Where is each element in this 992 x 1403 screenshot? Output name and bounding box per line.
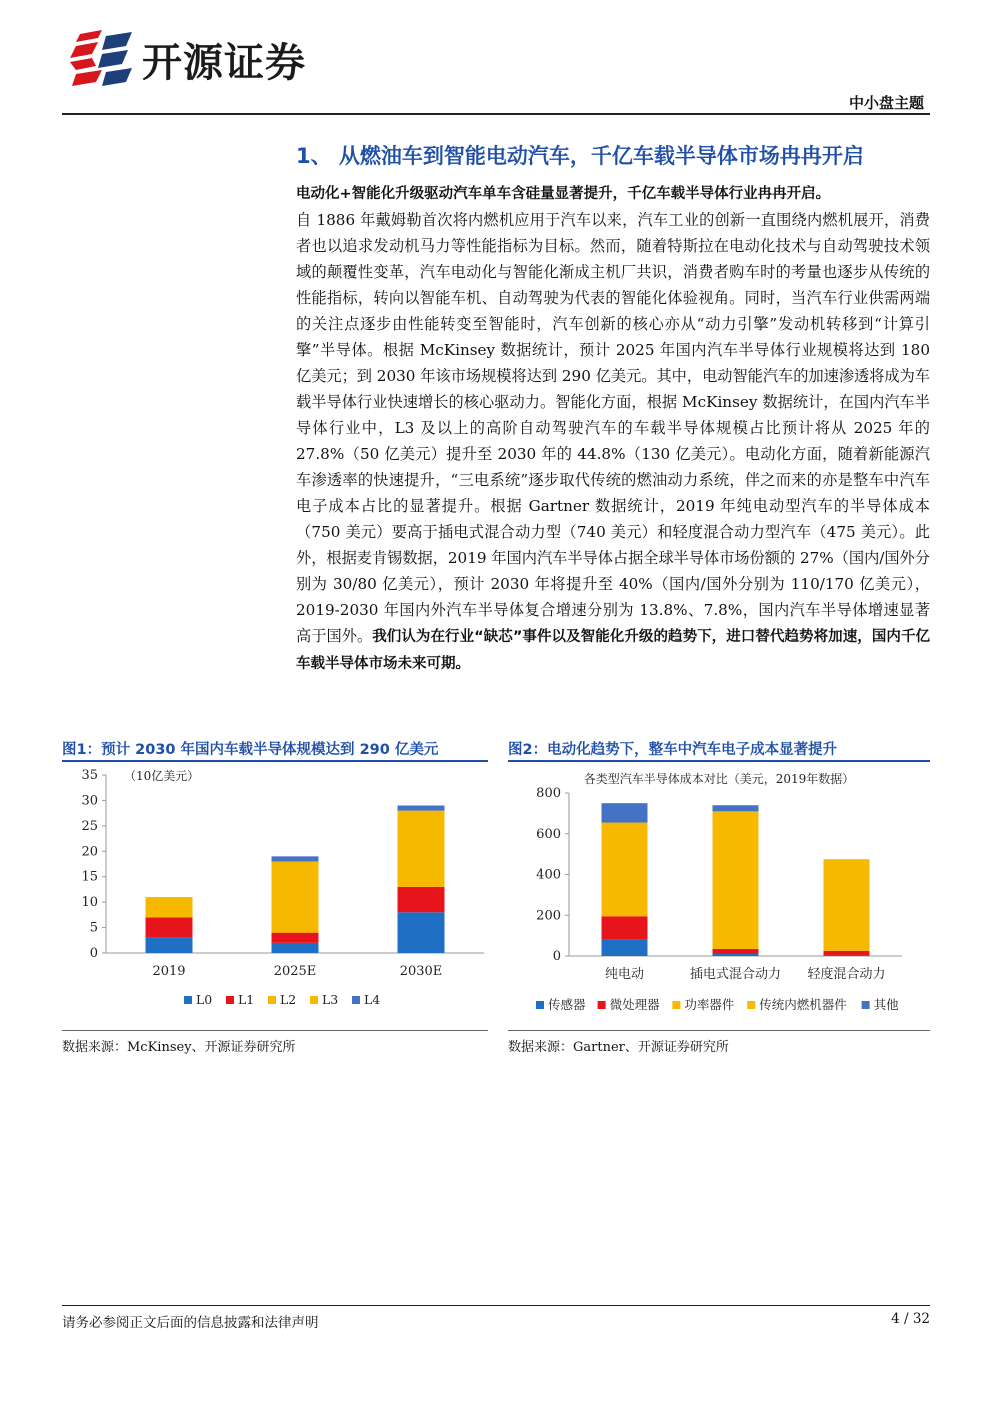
fig1-legend-swatch	[184, 996, 192, 1004]
lead-bold-text: 电动化+智能化升级驱动汽车单车含硅量显著提升，千亿车载半导体行业冉冉开启。	[296, 186, 831, 202]
fig1-legend-swatch	[268, 996, 276, 1004]
fig2-legend-swatch	[536, 1001, 544, 1009]
fig2-bar-功率器件	[602, 823, 648, 917]
fig2-category-label: 插电式混合动力	[689, 967, 782, 982]
fig1-bar-L4	[272, 856, 319, 861]
fig2-bar-其他	[713, 805, 759, 811]
fig1-category-label: 2025E	[273, 964, 317, 979]
fig1-legend-swatch	[310, 996, 318, 1004]
figure2-source: 数据来源：Gartner、开源证券研究所	[508, 1040, 729, 1055]
fig1-category-label: 2030E	[399, 964, 443, 979]
fig2-legend-swatch	[747, 1001, 755, 1009]
fig2-legend-label: 功率器件	[684, 997, 735, 1012]
fig1-legend-label: L3	[322, 992, 339, 1007]
fig1-bar-L2	[272, 861, 319, 932]
fig2-category-label: 轻度混合动力	[807, 967, 886, 982]
body-text: 自 1886 年戴姆勒首次将内燃机应用于汽车以来，汽车工业的创新一直围绕内燃机展开，消费者也以追求发动机马力等性能指标为目标。然而，随着特斯拉在电动化技术与自动驾驶技术领域的颠覆性变革，汽车电动化与智能化渐成主机厂共识，消费者购车时的考量也逐步从传统的性能指标，转向以智能车机、自动驾驶为代表的智能化体验视角。同时，当汽车行业供需两端的关注点逐步由性能转变至智能时，汽车创新的核心亦从“动力引擎”发动机转移到“计算引擎”半导体。根据 McKinsey 数据统计，预计 2025 年国内汽车半导体行业规模将达到 180 亿美元；到 2030 年该市场规模将达到 290 亿美元。其中，电动智能汽车的加速渗透将成为车载半导体行业快速增长的核心驱动力。智能化方面，根据 McKinsey 数据统计，在国内汽车半导体行业中，L3 及以上的高阶自动驾驶汽车的车载半导体规模占比预计将从 2025 年的 27.8%（50 亿美元）提升至 2030 年的 44.8%（130 亿美元）。电动化方面，随着新能源汽车渗透率的快速提升，“三电系统”逐步取代传统的燃油动力系统，伴之而来的亦是整车中汽车电子成本占比的显著提升。根据 Gartner 数据统计，2019 年纯电动型汽车的半导体成本（750 美元）要高于插电式混合动力型（740 美元）和轻度混合动力型汽车（475 美元）。此外，根据麦肯锡数据，2019 年国内汽车半导体占据全球半导体市场份额的 27%（国内/国外分别为 30/80 亿美元），预计 2030 年将提升至 40%（国内/国外分别为 110/170 亿美元），2019-2030 年国内外汽车半导体复合增速分别为 13.8%、7.8%，国内汽车半导体增速显著高于国外。	[296, 211, 930, 645]
figure2-chart	[508, 764, 930, 1026]
figure1-chart	[62, 764, 488, 1026]
fig1-legend-swatch	[226, 996, 234, 1004]
fig1-bar-L2	[398, 811, 445, 887]
company-logo	[62, 26, 142, 90]
fig1-legend-label: L0	[196, 992, 213, 1007]
fig2-category-label: 纯电动	[604, 967, 645, 982]
fig2-legend-swatch	[862, 1001, 870, 1009]
fig2-y-tick-label: 0	[552, 949, 561, 964]
fig2-chart-title: 各类型汽车半导体成本对比（美元，2019年数据）	[583, 772, 855, 786]
fig2-bar-其他	[602, 803, 648, 822]
figure1-bottom-rule	[62, 1030, 488, 1031]
fig1-bar-L4	[398, 806, 445, 811]
fig1-bar-L2	[146, 897, 193, 917]
fig1-legend-swatch	[352, 996, 360, 1004]
fig1-bar-L0	[272, 943, 319, 953]
figure2-title: 图2：电动化趋势下，整车中汽车电子成本显著提升	[508, 742, 838, 758]
figure1-source: 数据来源：McKinsey、开源证券研究所	[62, 1040, 296, 1055]
fig1-y-tick-label: 10	[81, 895, 98, 911]
fig1-y-tick-label: 0	[89, 946, 98, 961]
fig1-y-tick-label: 35	[81, 768, 98, 783]
fig1-unit-label: （10亿美元）	[124, 769, 200, 783]
fig2-y-tick-label: 800	[536, 786, 561, 801]
header-divider	[62, 113, 930, 115]
conclusion-bold-text: 我们认为在行业“缺芯”事件以及智能化升级的趋势下，进口替代趋势将加速，国内千亿车载半导体市场未来可期。	[296, 629, 930, 672]
fig2-legend-swatch	[672, 1001, 680, 1009]
page-number: 4 / 32	[891, 1311, 930, 1327]
figure2-title-rule	[508, 760, 930, 762]
fig2-legend-label: 微处理器	[609, 997, 660, 1012]
logo-mark-icon	[70, 30, 132, 86]
figure2-bottom-rule	[508, 1030, 930, 1031]
fig1-bar-L1	[146, 917, 193, 937]
fig2-bar-微处理器	[824, 951, 870, 955]
fig2-bar-微处理器	[713, 949, 759, 954]
report-category-tag: 中小盘主题	[848, 94, 924, 112]
fig1-bar-L1	[398, 887, 445, 912]
fig2-legend-label: 传统内燃机器件	[759, 997, 847, 1012]
fig2-legend-label: 其他	[873, 997, 899, 1012]
fig1-bar-L0	[398, 912, 445, 953]
fig2-y-tick-label: 400	[536, 867, 561, 883]
fig1-y-tick-label: 20	[81, 844, 98, 860]
fig1-y-tick-label: 25	[81, 818, 98, 834]
figure1-title-rule	[62, 760, 488, 762]
fig1-y-tick-label: 30	[81, 793, 98, 809]
fig1-legend-label: L1	[238, 992, 255, 1007]
section-title: 1、 从燃油车到智能电动汽车，千亿车载半导体市场冉冉开启	[296, 144, 864, 168]
fig1-category-label: 2019	[152, 964, 186, 979]
fig2-bar-传感器	[602, 940, 648, 956]
fig2-bar-传统内燃机器件	[824, 859, 870, 951]
fig2-y-tick-label: 200	[536, 908, 561, 924]
fig2-bar-传感器	[713, 954, 759, 956]
fig2-legend-label: 传感器	[548, 997, 586, 1012]
fig1-bar-L0	[146, 938, 193, 953]
fig1-y-tick-label: 5	[89, 920, 98, 936]
figure1-title: 图1：预计 2030 年国内车载半导体规模达到 290 亿美元	[62, 742, 439, 758]
fig2-bar-微处理器	[602, 916, 648, 939]
fig2-y-tick-label: 600	[536, 826, 561, 842]
fig2-bar-传感器	[824, 955, 870, 956]
logo-text: 开源证券	[142, 40, 306, 86]
body-paragraph	[296, 180, 930, 677]
footer-disclaimer: 请务必参阅正文后面的信息披露和法律声明	[62, 1315, 319, 1331]
fig1-legend-label: L4	[364, 992, 381, 1007]
fig2-bar-传统内燃机器件	[713, 811, 759, 949]
fig1-legend-label: L2	[280, 992, 297, 1007]
footer-divider	[62, 1305, 930, 1306]
fig1-y-tick-label: 15	[81, 869, 98, 885]
fig2-legend-swatch	[598, 1001, 606, 1009]
fig1-bar-L1	[272, 933, 319, 943]
